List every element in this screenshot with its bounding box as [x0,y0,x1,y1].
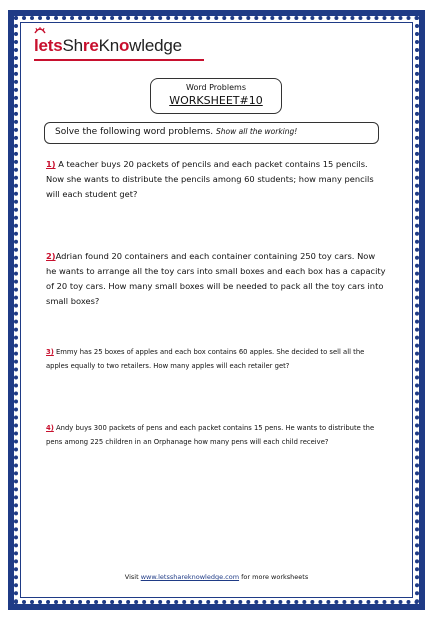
question-number: 4) [46,424,54,432]
logo-text-2: Sh [62,36,83,55]
logo-text-5: o [118,36,130,55]
question-text: Emmy has 25 boxes of apples and each box contains 60 apples. She decided to sell all the apples equally to two retailers. How many apples will each retailer get? [46,348,365,370]
worksheet-title: WORKSHEET#10 [169,94,263,107]
site-logo [34,36,182,56]
instructions-text: Solve the following word problems. [55,127,214,137]
footer-suffix: for more worksheets [239,573,309,581]
instructions-box [44,122,379,144]
question-text: A teacher buys 20 packets of pencils and each packet contains 15 pencils. Now she wants to distribute the pencils among 60 students; how many pencils will each student get? [46,159,374,199]
question-2 [46,249,386,309]
instructions-note: Show all the working! [216,127,298,136]
question-3 [46,345,386,373]
question-1 [46,157,386,202]
logo-text-4: Kn [98,36,119,55]
question-text: Andy buys 300 packets of pens and each packet contains 15 pens. He wants to distribute the pens among 225 children in an Orphanage how many pens will each child receive? [46,424,375,446]
question-4 [46,421,386,449]
footer-link[interactable]: www.letsshareknowledge.com [140,573,240,581]
question-text: Adrian found 20 containers and each container containing 250 toy cars. Now he wants to arrange all the toy cars into small boxes and each box has a capacity of 20 toy cars. How many small boxes will be needed to pack all the toy cars into small boxes? [46,251,386,306]
question-number: 2) [46,251,56,261]
logo-text-3: re [82,36,99,55]
logo-underline [34,59,204,61]
title-box [150,78,282,114]
logo-text-1: lets [34,36,63,55]
logo-text-6: wledge [129,36,182,55]
footer [0,573,433,581]
footer-prefix: Visit [124,573,141,581]
worksheet-subtitle: Word Problems [186,83,246,92]
question-number: 1) [46,159,56,169]
question-number: 3) [46,348,54,356]
